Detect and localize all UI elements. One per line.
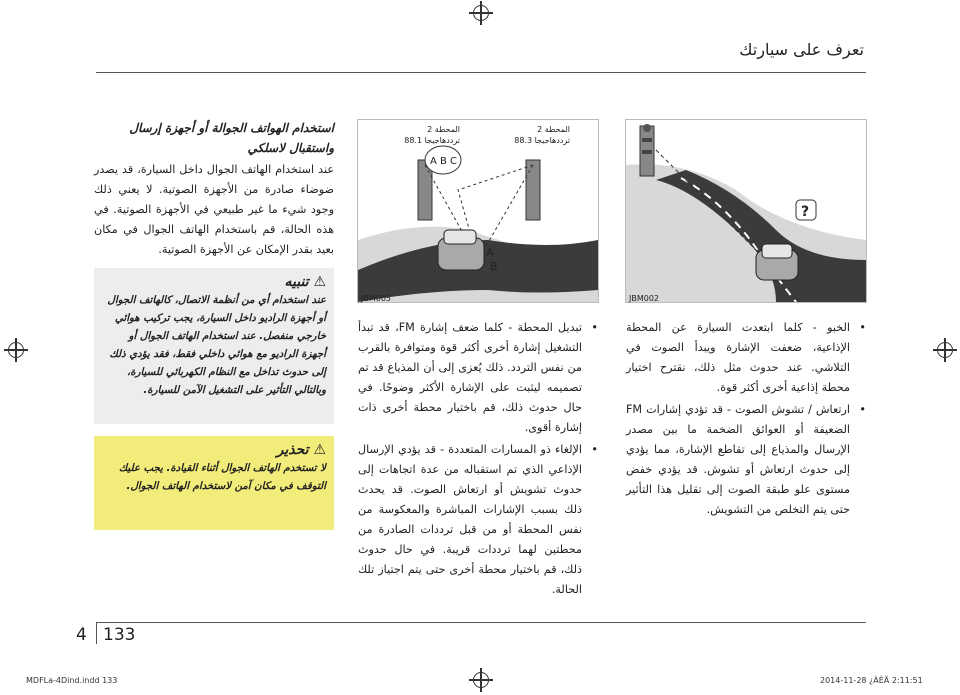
svg-text:A: A xyxy=(486,246,494,259)
figure-code-left: JBM002 xyxy=(629,294,660,303)
middle-column xyxy=(358,318,598,600)
svg-text:A B C: A B C xyxy=(430,156,458,167)
right-column xyxy=(94,118,334,260)
list-item: • الخبو - كلما ابتعدت السيارة عن المحطة الإذاعية، ضعفت الإشارة ويبدأ الصوت في التلاشي. عند حدوث مثل ذلك، نقترح اختيار محطة إذاعية أخرى أكثر قوة. xyxy=(626,318,866,398)
figure-station-label-right: المحطة 2 ترددهاجيجا 88.3 xyxy=(514,125,570,145)
car-illustration xyxy=(756,244,798,280)
footer-rule xyxy=(96,622,866,623)
chapter-number: 4 xyxy=(76,625,87,645)
warning-title: ⚠ تحذير xyxy=(276,442,326,458)
figure-code-right: JBM005 xyxy=(361,294,392,303)
notice-title: ⚠ تنبيه xyxy=(284,274,326,290)
question-mark: ? xyxy=(801,204,810,220)
svg-text:B: B xyxy=(490,260,498,273)
warning-box xyxy=(94,436,334,530)
figure-multipath xyxy=(357,119,599,303)
notice-box xyxy=(94,268,334,424)
registration-mark-left xyxy=(8,342,24,358)
figure-station-label-left: المحطة 2 ترددهاجيجا 88.1 xyxy=(404,125,460,145)
page-divider xyxy=(96,622,97,644)
list-item: • ارتعاش / تشوش الصوت - قد تؤدي إشارات FM الضعيفة أو العوائق الضخمة ما بين مصدر الإرسال والمذياع إلى تقاطع الإشارة، مما يؤدي إلى حدوث ارتعاش أو تشوش. قد يؤدي خفض مستوى علو طبقة الصوت إلى تقليل هذا التأثير حتى يتم التخلص من التشويش. xyxy=(626,400,866,520)
page-number: 133 xyxy=(103,625,136,645)
left-column xyxy=(626,318,866,520)
notice-body: عند استخدام أي من أنظمة الاتصال، كالهاتف الجوال أو أجهزة الراديو داخل السيارة، يجب تركيب هوائي خارجي منفصل. عند استخدام الهاتف الجوال أو أجهزة الراديو مع هوائي داخلي فقط، فقد يؤدي ذلك إلى حدوث تداخل مع النظام الكهربائي للسيارة، وبالتالي التأثير على التشغيل الآمن للسيارة. xyxy=(107,295,326,396)
file-name: MDFLa-4Dind.indd 133 xyxy=(26,676,118,685)
list-item: • تبديل المحطة - كلما ضعف إشارة FM، قد تبدأ التشغيل إشارة أخرى أكثر قوة ومتوافرة بالقرب من نفس التردد. ذلك يُعزى إلى أن المذياع قد تم تصميمه ليثبت على الإشارة الأكثر وضوحًا. في حال حدوث ذلك، قم باختيار محطة أخرى ذات إشارة أقوى. xyxy=(358,318,598,438)
header-rule xyxy=(96,72,866,73)
registration-mark-top xyxy=(473,5,489,21)
timestamp: 2014-11-28 ¿ÀÈÄ 2:11:51 xyxy=(820,676,923,685)
registration-mark-bottom xyxy=(473,672,489,688)
body-paragraph: عند استخدام الهاتف الجوال داخل السيارة، قد يصدر ضوضاء صادرة من الأجهزة الصوتية. لا يعني ذلك وجود شيء ما غير طبيعي في الأجهزة الصوتية. في هذه الحالة، قم باستخدام الهاتف الجوال في مكان بعيد بقدر الإمكان عن الأجهزة الصوتية. xyxy=(94,163,334,256)
section-title: تعرف على سيارتك xyxy=(739,40,864,59)
warning-body: لا تستخدم الهاتف الجوال أثناء القيادة. يجب عليك التوقف في مكان آمن لاستخدام الهاتف الجوال. xyxy=(118,463,326,492)
figure-fading xyxy=(625,119,867,303)
warning-triangle-icon: ⚠ xyxy=(313,442,326,458)
registration-mark-right xyxy=(937,342,953,358)
warning-triangle-icon: ⚠ xyxy=(313,274,326,290)
list-item: • الإلغاء ذو المسارات المتعددة - قد يؤدي الإرسال الإذاعي الذي تم استقباله من عدة اتجاهات إلى حدوث تشويش أو ارتعاش الصوت. قد يحدث ذلك بسبب الإشارات المباشرة والمعكوسة من نفس المحطة أو من قبل ترددات الصادرة من محطتين لهما ترددات قريبة. في حال حدوث ذلك، قم باختيار محطة أخرى حتى يتم اجتياز تلك الحالة. xyxy=(358,440,598,600)
section-heading: استخدام الهواتف الجوالة أو أجهزة إرسال واستقبال لاسلكي xyxy=(129,121,334,155)
